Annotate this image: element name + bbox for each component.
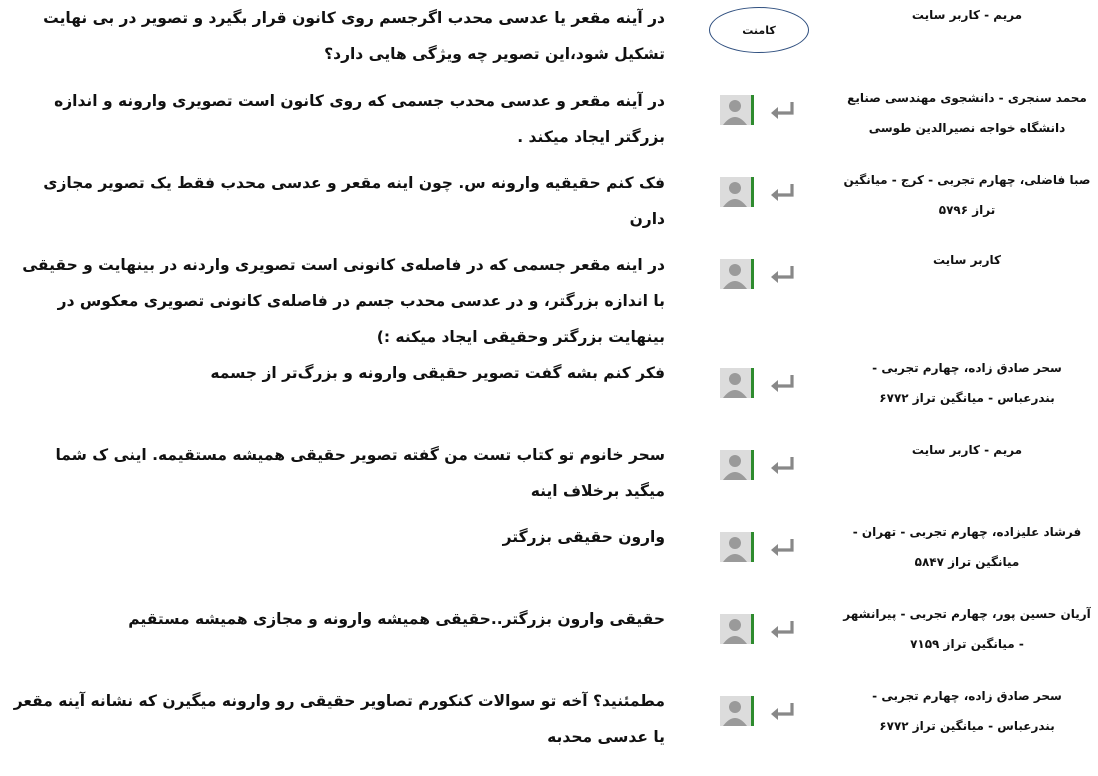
- reply-author: فرشاد علیزاده، چهارم تجربی - تهران - میانگین تراز ۵۸۴۷: [852, 525, 1082, 569]
- reply-author: صبا فاضلی، چهارم تجربی - کرج - میانگین تراز ۵۷۹۶: [843, 173, 1091, 217]
- reply-arrow-icon[interactable]: [768, 453, 798, 477]
- reply-controls: [720, 172, 800, 212]
- reply-author: سحر صادق زاده، چهارم تجربی - بندرعباس - میانگین تراز ۶۷۷۲: [872, 361, 1062, 405]
- reply-arrow-icon[interactable]: [768, 535, 798, 559]
- reply-arrow-icon[interactable]: [768, 98, 798, 122]
- user-avatar-icon: [720, 368, 754, 398]
- reply-controls: [720, 90, 800, 130]
- reply-text: حقیقی وارون بزرگتر..حقیقی همیشه وارونه و مجازی همیشه مستقیم: [128, 610, 665, 628]
- question-author: مریم - کاربر سایت: [911, 8, 1023, 22]
- reply-author: کاربر سایت: [932, 253, 1002, 267]
- reply-text: فک کنم حقیقیه وارونه س. چون اینه مقعر و عدسی محدب فقط یک تصویر مجازی دارن: [43, 174, 665, 228]
- question-text: در آینه مقعر یا عدسی محدب اگرجسم روی کانون قرار بگیرد و تصویر در بی نهایت تشکیل شود،این تصویر چه ویژگی هایی دارد؟: [43, 9, 665, 63]
- user-avatar-icon: [720, 177, 754, 207]
- reply-controls: [720, 363, 800, 403]
- user-avatar-icon: [720, 532, 754, 562]
- reply-arrow-icon[interactable]: [768, 180, 798, 204]
- comment-badge[interactable]: کامنت: [709, 7, 809, 53]
- reply-text: در آینه مقعر و عدسی محدب جسمی که روی کانون است تصویری وارونه و اندازه بزرگتر ایجاد میکند .: [54, 92, 665, 146]
- user-avatar-icon: [720, 614, 754, 644]
- reply-author: آریان حسین پور، چهارم تجربی - پیرانشهر - میانگین تراز ۷۱۵۹: [843, 607, 1091, 651]
- reply-author: مریم - کاربر سایت: [911, 443, 1023, 457]
- reply-author: محمد سنجری - دانشجوی مهندسی صنایع دانشگاه خواجه نصیرالدین طوسی: [847, 91, 1087, 135]
- reply-text: وارون حقیقی بزرگتر: [502, 528, 665, 546]
- reply-controls: [720, 445, 800, 485]
- user-avatar-icon: [720, 259, 754, 289]
- reply-controls: [720, 609, 800, 649]
- user-avatar-icon: [720, 450, 754, 480]
- reply-arrow-icon[interactable]: [768, 617, 798, 641]
- reply-text: سحر خانوم تو کتاب تست من گفته تصویر حقیقی همیشه مستقیمه. اینی ک شما میگید برخلاف اینه: [55, 446, 665, 500]
- user-avatar-icon: [720, 95, 754, 125]
- reply-text: مطمئنید؟ آخه تو سوالات کنکورم تصاویر حقیقی رو وارونه میگیرن که نشانه آینه مقعر یا عدسی محدبه: [13, 692, 665, 746]
- reply-controls: [720, 254, 800, 294]
- reply-text: در اینه مقعر جسمی که در فاصله‌ی کانونی است تصویری واردنه در بینهایت و حقیقی با اندازه بزرگتر، و در عدسی محدب جسم در فاصله‌ی کانونی تصویری معکوس در بینهایت بزرگتر وحقیقی ایجاد میکنه :): [22, 256, 665, 346]
- reply-arrow-icon[interactable]: [768, 262, 798, 286]
- reply-controls: [720, 691, 800, 731]
- reply-arrow-icon[interactable]: [768, 699, 798, 723]
- reply-controls: [720, 527, 800, 567]
- reply-arrow-icon[interactable]: [768, 371, 798, 395]
- reply-author: سحر صادق زاده، چهارم تجربی - بندرعباس - میانگین تراز ۶۷۷۲: [872, 689, 1062, 733]
- reply-text: فکر کنم بشه گفت تصویر حقیقی وارونه و بزرگ‌تر از جسمه: [210, 364, 665, 382]
- user-avatar-icon: [720, 696, 754, 726]
